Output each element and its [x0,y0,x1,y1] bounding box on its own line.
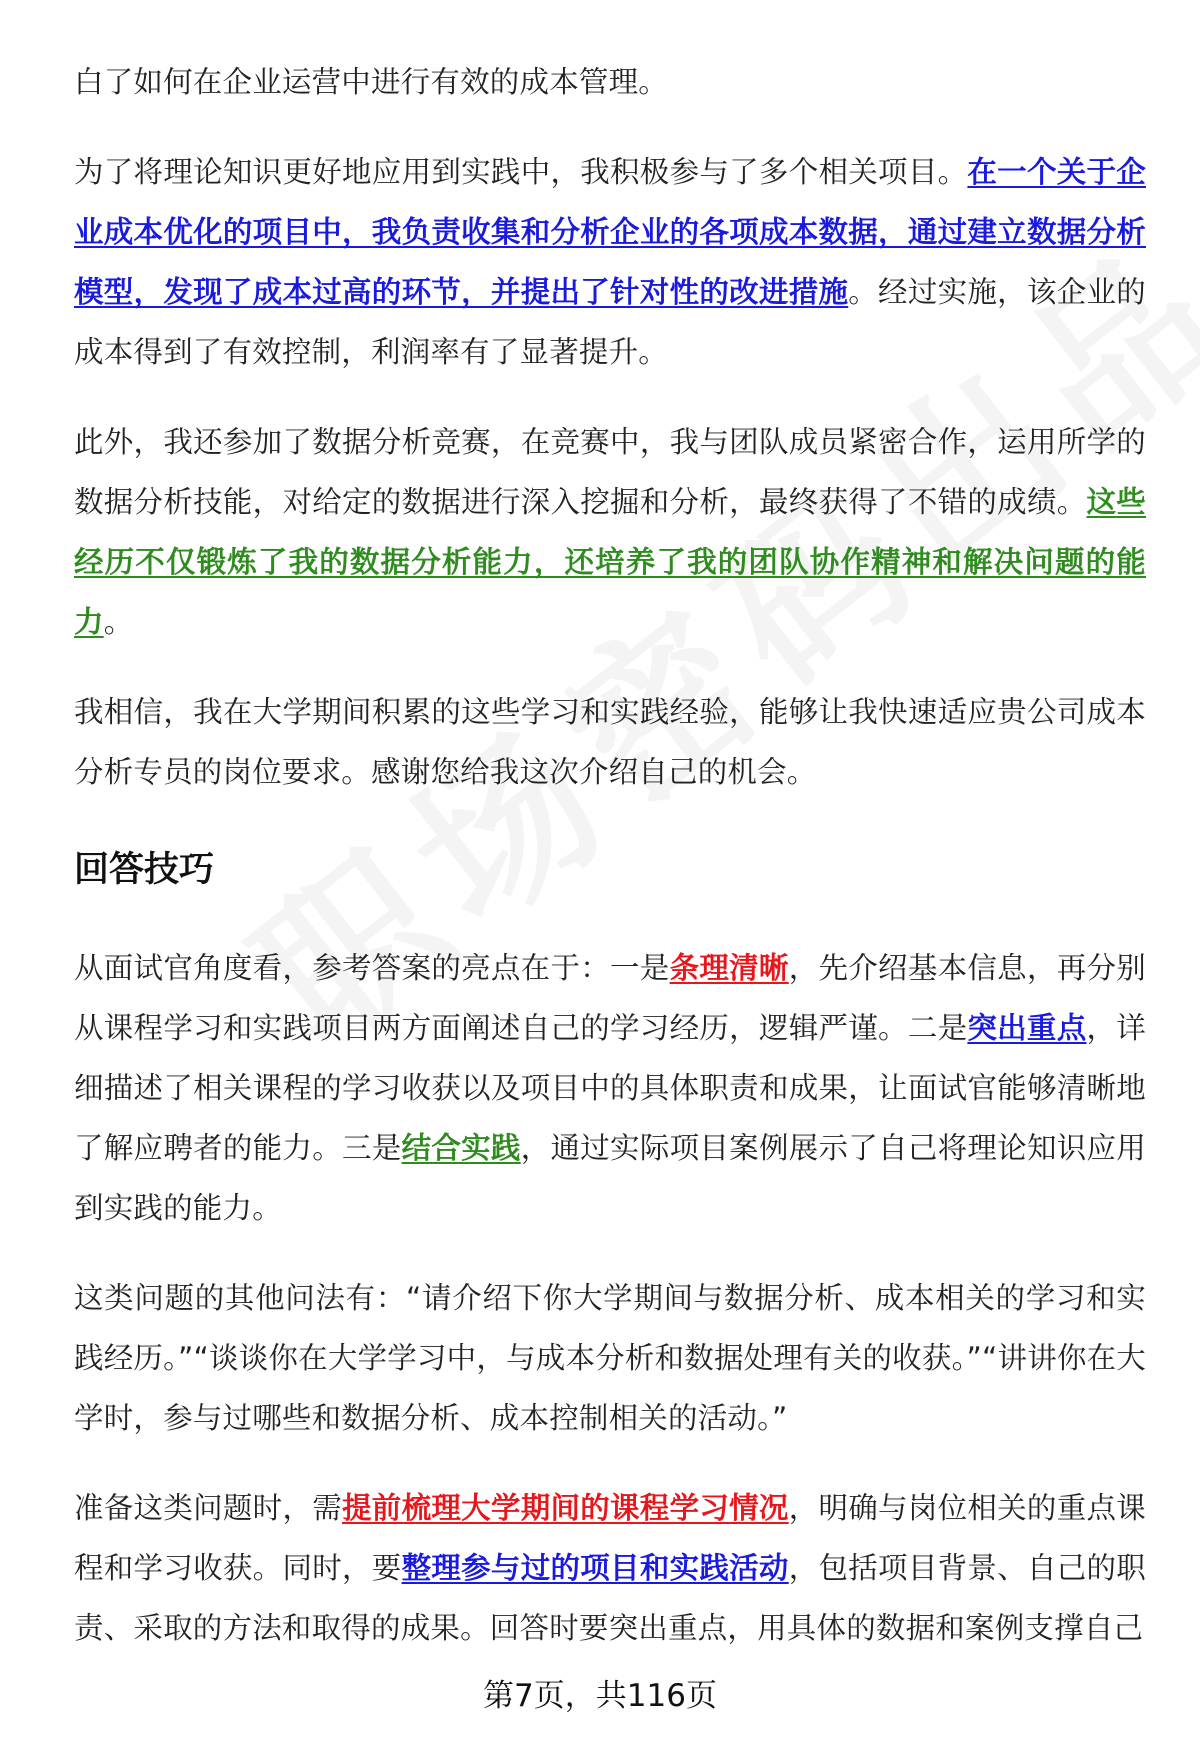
paragraph-text: 为了将理论知识更好地应用到实践中，我积极参与了多个相关项目。 [74,155,968,189]
paragraph-preparation [74,1478,1146,1658]
paragraph-competition [74,412,1146,652]
page-number: 第7页，共116页 [483,1678,717,1714]
highlight-blue: 突出重点 [967,1011,1087,1045]
highlight-blue: 在一个关于企业成本优化的项目中，我负责收集和分析企业的各项成本数据，通过建立数据分析模型，发现了成本过高的环节，并提出了针对性的改进措施 [74,155,1146,309]
highlight-blue: 整理参与过的项目和实践活动 [401,1551,789,1585]
paragraph-text: ，详细描述了相关课程的学习收获以及项目中的具体职责和成果，让面试官能够清晰地了解应聘者的能力。三是 [74,1011,1146,1165]
paragraph-text: 从面试官角度看，参考答案的亮点在于：一是 [74,951,670,985]
paragraph-continuation: 白了如何在企业运营中进行有效的成本管理。 [74,65,669,99]
section-heading: 回答技巧 [74,850,215,890]
paragraph-text: 。经过实施，该企业的成本得到了有效控制，利润率有了显著提升。 [74,275,1146,369]
paragraph-text: 准备这类问题时，需 [74,1491,343,1525]
paragraph-alternatives: 这类问题的其他问法有：“请介绍下你大学期间与数据分析、成本相关的学习和实践经历。”“谈谈你在大学学习中，与成本分析和数据处理有关的收获。”“讲讲你在大学时，参与过哪些和数据分析、成本控制相关的活动。” [74,1281,1146,1435]
paragraph-project [74,142,1146,382]
paragraph-text: ，明确与岗位相关的重点课程和学习收获。同时，要 [74,1491,1146,1585]
paragraph-text: 此外，我还参加了数据分析竞赛，在竞赛中，我与团队成员紧密合作，运用所学的数据分析技能，对给定的数据进行深入挖掘和分析，最终获得了不错的成绩。 [74,425,1146,519]
paragraph-text: ，包括项目背景、自己的职责、采取的方法和取得的成果。回答时要突出重点，用具体的数据和案例支撑自己 [74,1551,1146,1645]
paragraph-text: 。 [103,605,134,639]
document-page [74,52,1146,1658]
highlight-green: 这些经历不仅锻炼了我的数据分析能力，还培养了我的团队协作精神和解决问题的能力 [74,485,1146,639]
paragraph-text: ，通过实际项目案例展示了自己将理论知识应用到实践的能力。 [74,1131,1146,1225]
highlight-red: 条理清晰 [669,951,789,985]
paragraph-closing: 我相信，我在大学期间积累的这些学习和实践经验，能够让我快速适应贵公司成本分析专员的岗位要求。感谢您给我这次介绍自己的机会。 [74,695,1146,789]
paragraph-highlights [74,938,1146,1238]
highlight-red: 提前梳理大学期间的课程学习情况 [342,1491,789,1525]
paragraph-text: ，先介绍基本信息，再分别从课程学习和实践项目两方面阐述自己的学习经历，逻辑严谨。二是 [74,951,1146,1045]
highlight-green: 结合实践 [401,1131,521,1165]
